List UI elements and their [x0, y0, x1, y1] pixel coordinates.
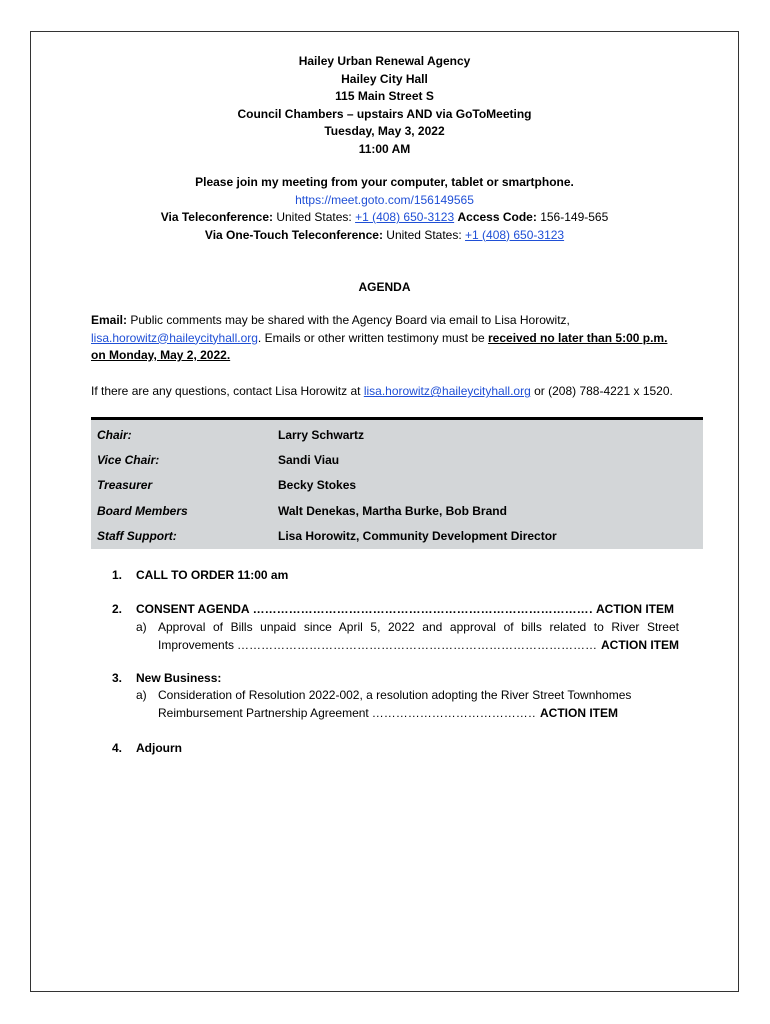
item-text: CONSENT AGENDA	[136, 602, 250, 616]
email-label: Email:	[91, 313, 128, 327]
agenda-item-2a	[136, 619, 679, 654]
meeting-header	[30, 53, 739, 158]
board-row	[91, 523, 703, 548]
sub-item-line-2: Improvements	[158, 637, 235, 652]
tele-country: United States:	[276, 210, 352, 224]
board-role: Treasurer	[97, 478, 153, 492]
board-name: Becky Stokes	[278, 478, 357, 492]
email-text-2: . Emails or other written testimony must be	[257, 330, 485, 345]
item-number: 4.	[112, 741, 123, 755]
board-row	[91, 472, 703, 497]
board-row	[91, 498, 703, 523]
action-item-label: ACTION ITEM	[601, 637, 679, 652]
board-row	[91, 447, 703, 472]
item-number: 2.	[112, 602, 123, 616]
item-text: New Business:	[136, 671, 222, 685]
onetouch-line	[30, 227, 739, 245]
board-name: Sandi Viau	[278, 453, 340, 467]
sub-item-line-1: Approval of Bills unpaid since April 5, 2022 and approval of bills related to River Street	[158, 620, 679, 634]
contact-text-2: or (208) 788-4221 x 1520.	[534, 384, 673, 398]
tele-label: Via Teleconference:	[160, 210, 273, 224]
item-number: 3.	[112, 671, 123, 685]
email-link[interactable]: lisa.horowitz@haileycityhall.org	[91, 330, 258, 345]
meeting-room: Council Chambers – upstairs AND via GoToMeeting	[237, 106, 532, 121]
board-role: Chair:	[97, 428, 132, 442]
meeting-date: Tuesday, May 3, 2022	[324, 124, 445, 138]
board-name: Lisa Horowitz, Community Development Director	[278, 529, 557, 543]
sub-item-line-1: Consideration of Resolution 2022-002, a resolution adopting the River Street Townhomes	[158, 688, 632, 702]
leader-dots	[253, 602, 593, 616]
meeting-time: 11:00 AM	[358, 141, 411, 156]
sub-item-letter: a)	[136, 620, 147, 634]
join-intro: Please join my meeting from your computer, tablet or smartphone.	[195, 175, 574, 189]
item-text: Adjourn	[136, 741, 182, 755]
item-text: CALL TO ORDER 11:00 am	[136, 568, 289, 582]
board-role: Staff Support:	[97, 529, 177, 543]
leader-dots	[372, 705, 537, 723]
contact-email-link[interactable]: lisa.horowitz@haileycityhall.org	[363, 384, 531, 398]
venue-name: Hailey City Hall	[341, 71, 428, 86]
action-item-label: ACTION ITEM	[596, 602, 674, 616]
access-label: Access Code:	[457, 210, 537, 224]
access-code: 156-149-565	[540, 210, 609, 224]
agency-name: Hailey Urban Renewal Agency	[298, 54, 471, 68]
onetouch-country: United States:	[386, 227, 462, 242]
deadline-text: received no later than 5:00 p.m. on Monday, May 2, 2022.	[91, 330, 668, 362]
sub-item-letter: a)	[136, 688, 147, 702]
teleconference-line	[30, 209, 739, 227]
board-role: Board Members	[97, 504, 188, 518]
contact-text-1: If there are any questions, contact Lisa Horowitz at	[91, 384, 361, 398]
agenda-item-3a	[136, 687, 679, 722]
onetouch-label: Via One-Touch Teleconference:	[204, 227, 383, 242]
contact-paragraph	[91, 383, 681, 401]
board-role: Vice Chair:	[97, 453, 160, 467]
leader-dots	[237, 637, 598, 655]
board-name: Larry Schwartz	[278, 428, 365, 442]
board-row	[91, 422, 703, 447]
agenda-title: AGENDA	[358, 280, 411, 294]
action-item-label: ACTION ITEM	[540, 705, 618, 720]
venue-address: 115 Main Street S	[335, 89, 434, 103]
board-name: Walt Denekas, Martha Burke, Bob Brand	[278, 504, 507, 518]
meeting-link[interactable]: https://meet.goto.com/156149565	[295, 192, 474, 207]
sub-item-line-2: Reimbursement Partnership Agreement	[158, 705, 369, 720]
board-members-table	[91, 417, 703, 549]
email-paragraph	[91, 312, 681, 365]
email-text-1: Public comments may be shared with the Agency Board via email to Lisa Horowitz,	[130, 313, 570, 327]
tele-phone-link[interactable]: +1 (408) 650-3123	[355, 210, 455, 224]
item-number: 1.	[112, 568, 123, 582]
join-info	[30, 174, 739, 244]
onetouch-phone-link[interactable]: +1 (408) 650-3123	[465, 227, 565, 242]
